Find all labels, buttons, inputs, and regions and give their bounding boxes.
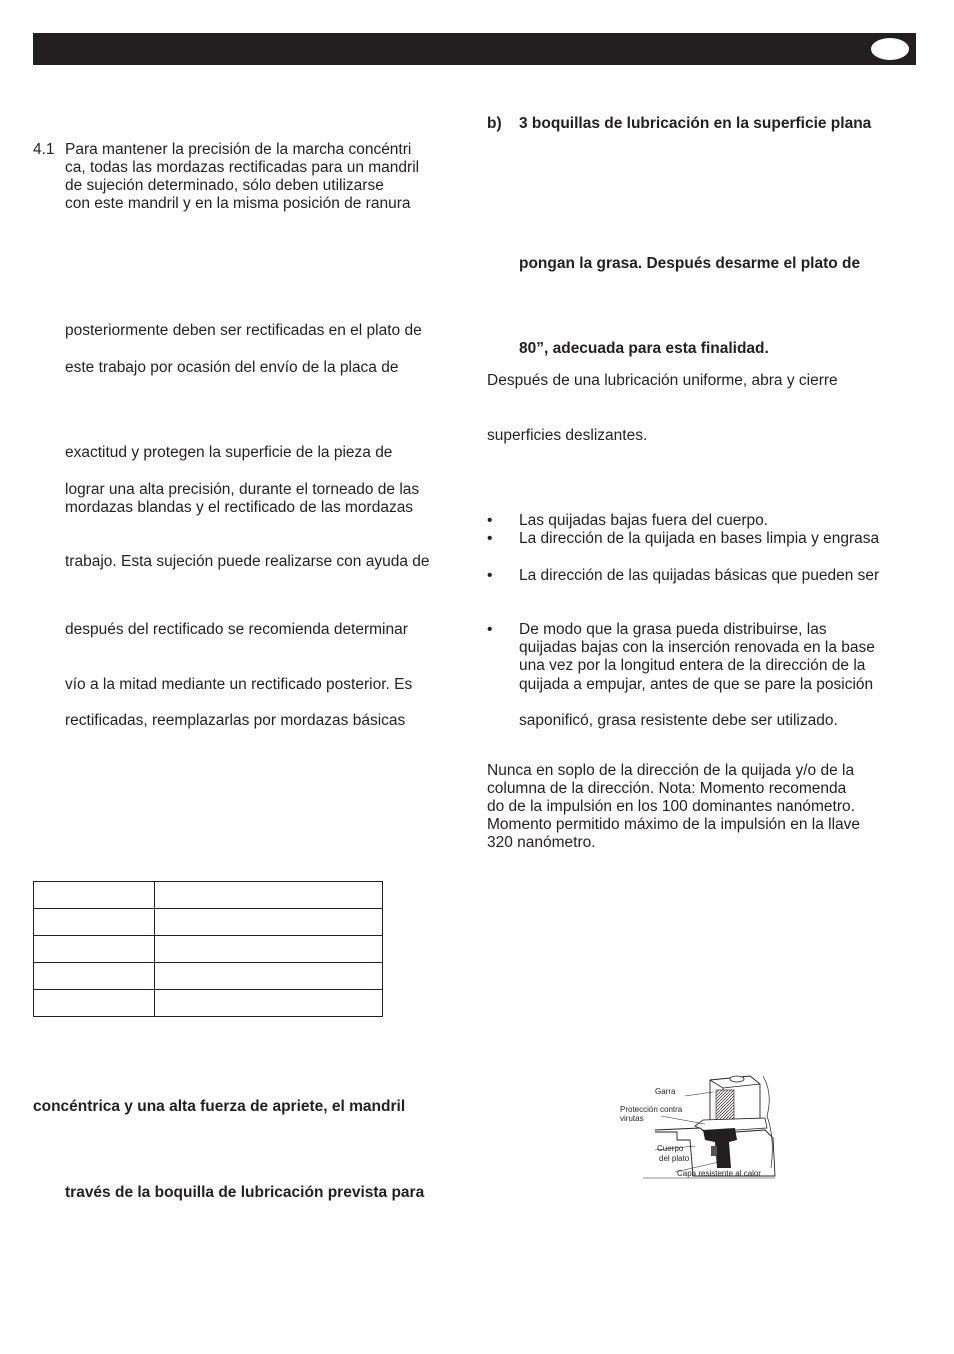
table-cell [34, 909, 155, 936]
table-row [34, 909, 383, 936]
table-cell [155, 963, 383, 990]
item-b-marker: b) [487, 115, 502, 132]
bullet-marker: • [487, 567, 493, 584]
bullet-marker: • [487, 621, 493, 638]
table-row [34, 990, 383, 1017]
bullet-item-text: La dirección de las quijadas básicas que pueden ser [519, 567, 880, 584]
header-bar [33, 33, 916, 65]
table-cell [155, 990, 383, 1017]
after-lubrication-text: Después de una lubricación uniforme, abra y cierre [487, 372, 838, 389]
para-4-1-line-1: Para mantener la precisión de la marcha concéntri [65, 141, 412, 158]
para-4-1-line-2: ca, todas las mordazas rectificadas para un mandril [65, 159, 420, 176]
torque-line-1: Nunca en soplo de la dirección de la quijada y/o de la [487, 762, 855, 779]
table-row [34, 963, 383, 990]
bold-line-grasa: pongan la grasa. Después desarme el plato de [519, 255, 861, 272]
label-garra: Garra [655, 1087, 676, 1096]
saponified-text: saponificó, grasa resistente debe ser utilizado. [519, 712, 838, 729]
table-cell [155, 882, 383, 909]
bullet-item-text: una vez por la longitud entera de la dirección de la [519, 657, 866, 674]
item-b-heading: 3 boquillas de lubricación en la superficie plana [519, 115, 872, 132]
sliding-surfaces-text: superficies deslizantes. [487, 427, 648, 444]
bullet-item-text: De modo que la grasa pueda distribuirse, las [519, 621, 827, 638]
table-cell [34, 990, 155, 1017]
chuck-jaw-figure [615, 1068, 785, 1183]
chuck-jaw-drawing [615, 1068, 785, 1183]
table-cell [34, 882, 155, 909]
text-fragment: vío a la mitad mediante un rectificado posterior. Es [65, 676, 413, 693]
empty-table [33, 881, 383, 1017]
label-proteccion-2: virutas [620, 1114, 644, 1123]
para-4-1-line-4: con este mandril y en la misma posición de ranura [65, 195, 411, 212]
text-fragment: este trabajo por ocasión del envío de la placa de [65, 359, 399, 376]
label-cuerpo-2: del plato [659, 1154, 690, 1163]
table-row [34, 882, 383, 909]
label-cuerpo-1: Cuerpo [657, 1144, 684, 1153]
torque-line-3: do de la impulsión en los 100 dominantes nanómetro. [487, 798, 855, 815]
torque-line-5: 320 nanómetro. [487, 834, 596, 851]
section-number-4-1: 4.1 [33, 141, 55, 158]
table-cell [155, 909, 383, 936]
bullet-item-text: Las quijadas bajas fuera del cuerpo. [519, 512, 769, 529]
para-4-1-line-3: de sujeción determinado, sólo deben utilizarse [65, 177, 384, 194]
bullet-item-text: La dirección de la quijada en bases limpia y engrasa [519, 530, 880, 547]
bold-line-boquilla: través de la boquilla de lubricación prevista para [65, 1184, 425, 1201]
text-fragment: trabajo. Esta sujeción puede realizarse con ayuda de [65, 553, 430, 570]
bullet-item-text: quijada a empujar, antes de que se pare la posición [519, 676, 874, 693]
bold-line-concentrica: concéntrica y una alta fuerza de apriete, el mandril [33, 1098, 406, 1115]
text-fragment: rectificadas, reemplazarlas por mordazas básicas [65, 712, 406, 729]
table-row [34, 936, 383, 963]
text-fragment: posteriormente deben ser rectificadas en el plato de [65, 322, 422, 339]
torque-line-2: columna de la dirección. Nota: Momento recomenda [487, 780, 847, 797]
label-proteccion-1: Protección contra [620, 1105, 683, 1114]
table-cell [34, 963, 155, 990]
text-fragment: mordazas blandas y el rectificado de las mordazas [65, 499, 414, 516]
bold-line-80: 80”, adecuada para esta finalidad. [519, 340, 769, 357]
bullet-marker: • [487, 530, 493, 547]
text-fragment: después del rectificado se recomienda determinar [65, 621, 408, 638]
table-cell [155, 936, 383, 963]
bullet-marker: • [487, 512, 493, 529]
torque-line-4: Momento permitido máximo de la impulsión en la llave [487, 816, 861, 833]
bullet-item-text: quijadas bajas con la inserción renovada en la base [519, 639, 875, 656]
label-capa: Capa resistente al calor [677, 1169, 762, 1178]
language-badge [871, 38, 909, 60]
table-cell [34, 936, 155, 963]
text-fragment: lograr una alta precisión, durante el torneado de las [65, 481, 420, 498]
text-fragment: exactitud y protegen la superficie de la pieza de [65, 444, 393, 461]
